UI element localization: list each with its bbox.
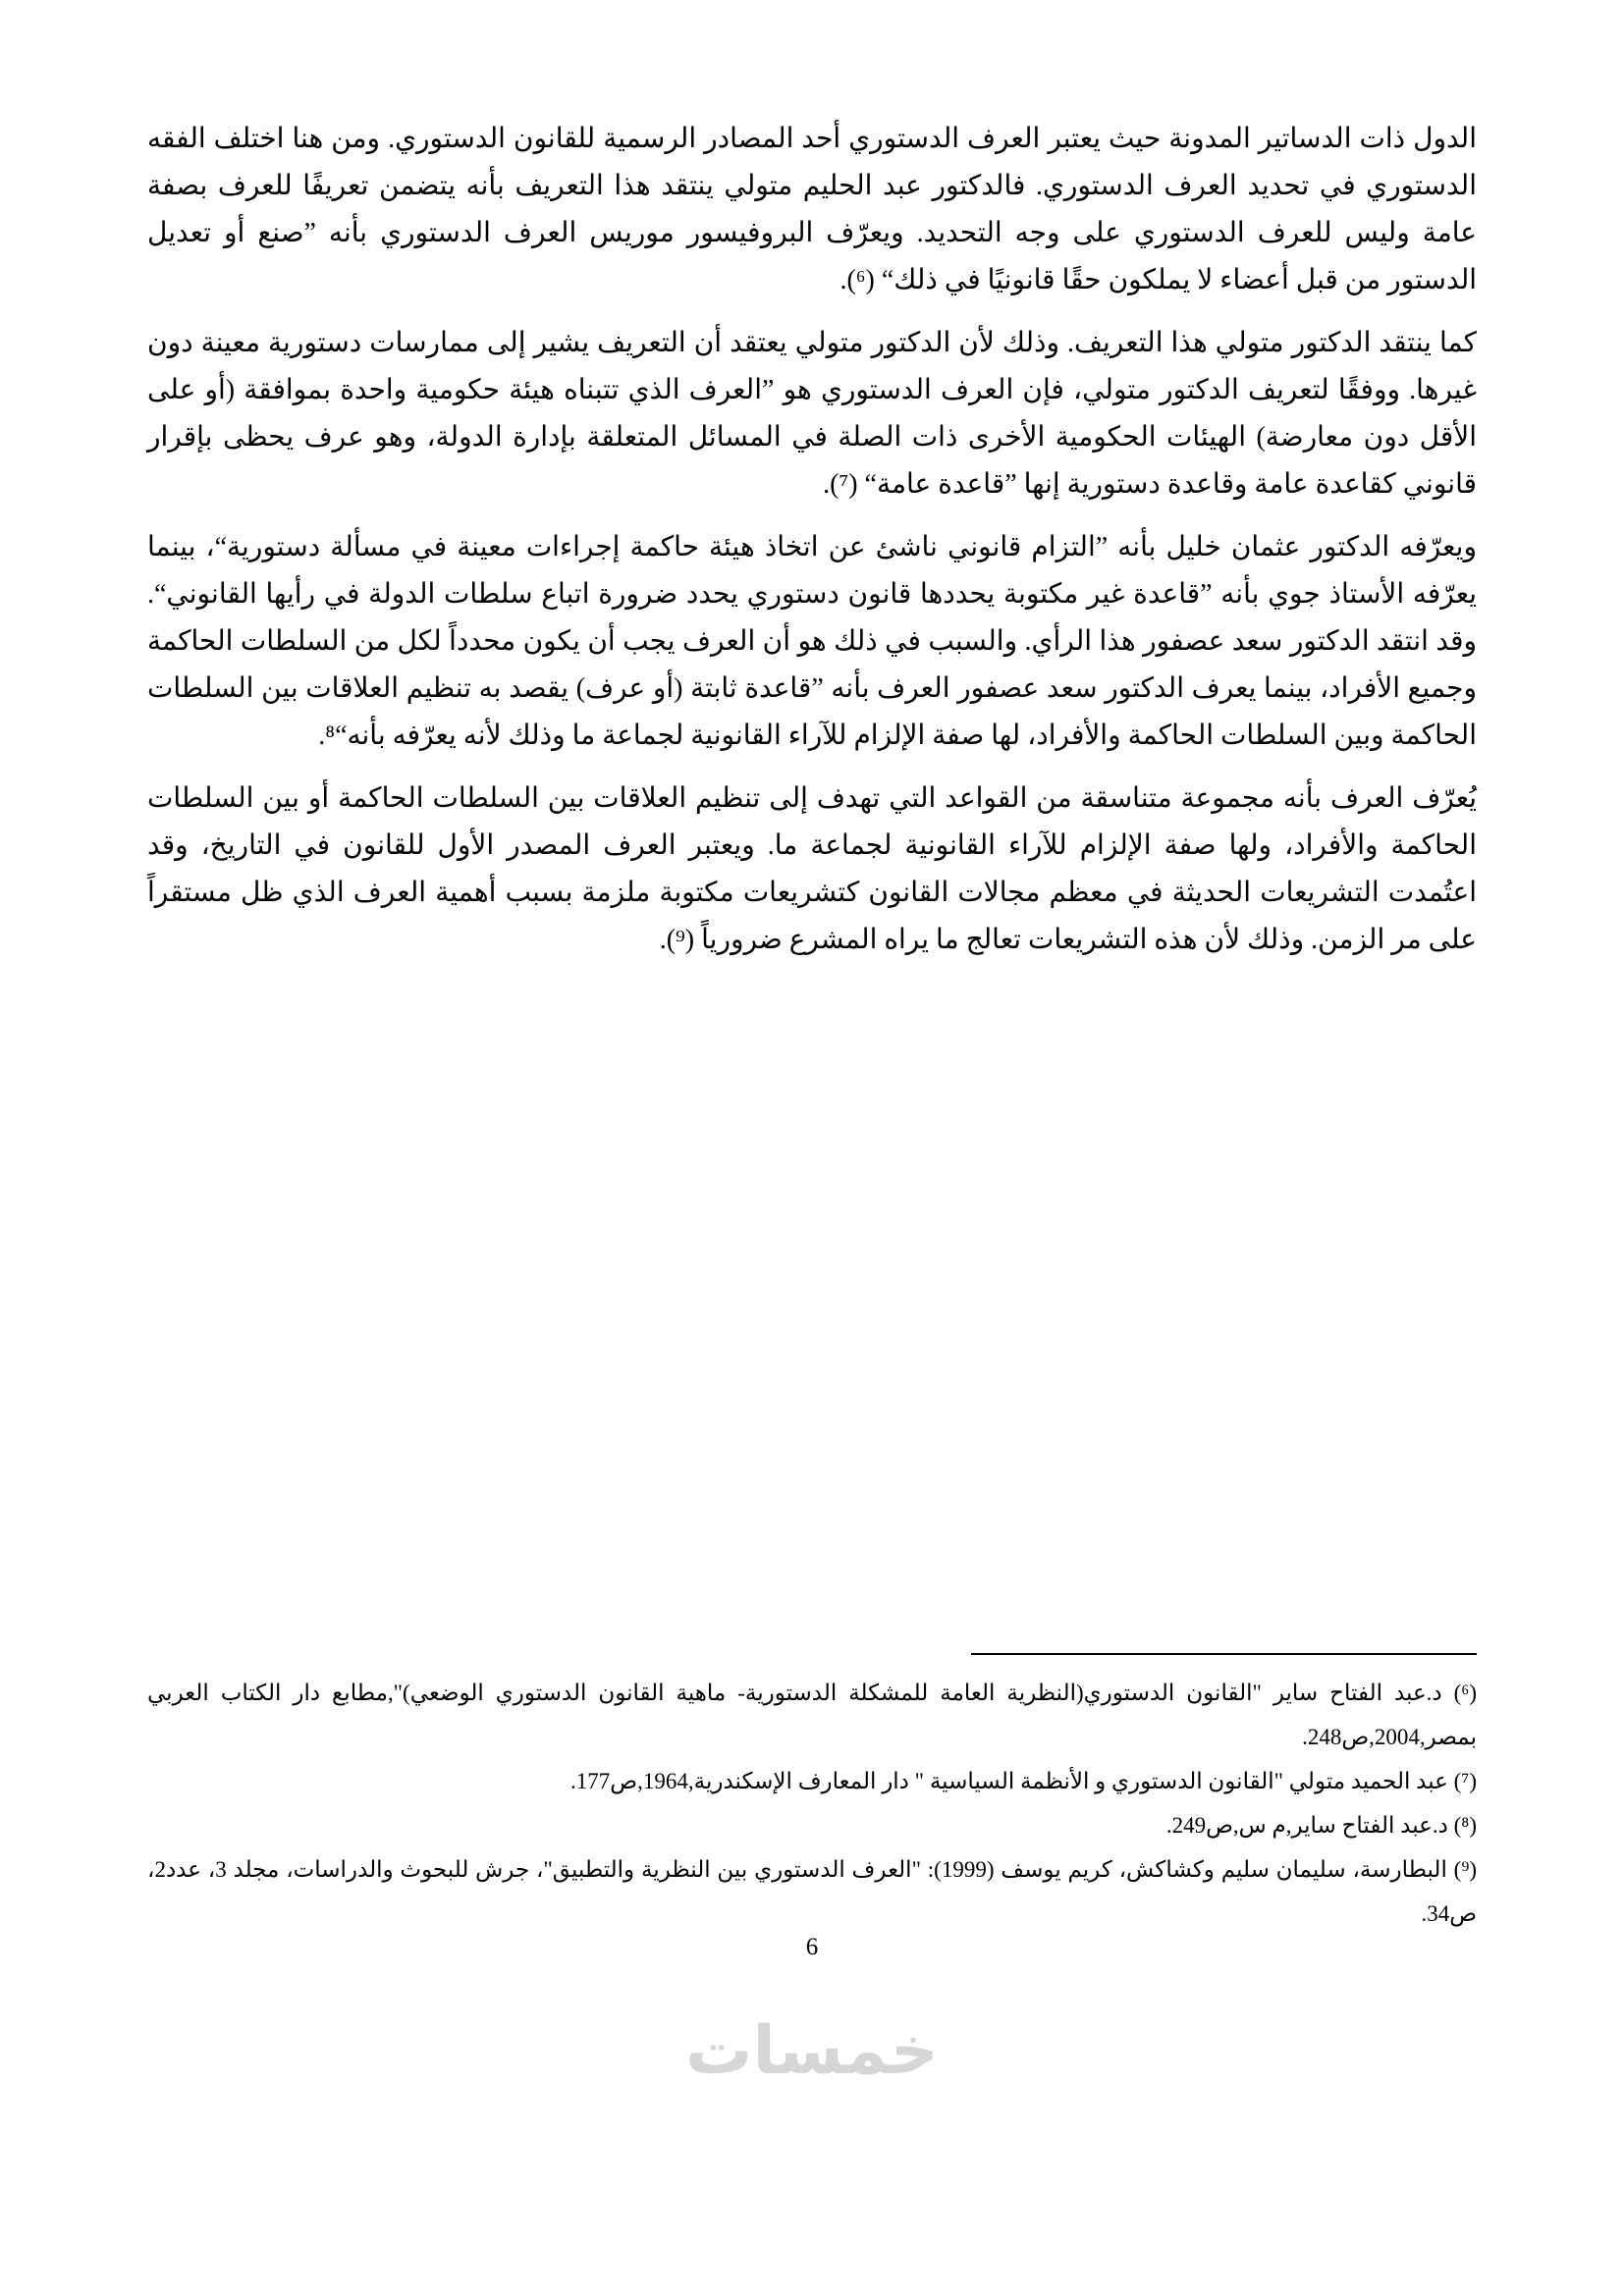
body-paragraph-1: الدول ذات الدساتير المدونة حيث يعتبر العرف الدستوري أحد المصادر الرسمية للقانون الدستوري. ومن هنا اختلف الفقه الدستوري في تحديد العرف الدستوري. فالدكتور عبد الحليم متولي ينتقد هذا التعريف بأنه يتضمن تعريفًا للعرف بصفة عامة وليس للعرف الدستوري على وجه التحديد. ويعرّف البروفيسور موريس العرف الدستوري بأنه ”صنع أو تعديل الدستور من قبل أعضاء لا يملكون حقًا قانونيًا في ذلك“ (⁶). xyxy=(147,124,1477,295)
footnote-9: (⁹) البطارسة، سليمان سليم وكشاكش، كريم يوسف (1999): "العرف الدستوري بين النظرية والتطبيق"، جرش للبحوث والدراسات، مجلد 3، عدد2، ص34. xyxy=(147,1857,1478,1926)
footnote-8: (⁸) د.عبد الفتاح ساير,م س,ص249. xyxy=(1165,1813,1477,1838)
body-paragraph-4: يُعرّف العرف بأنه مجموعة متناسقة من القواعد التي تهدف إلى تنظيم العلاقات بين السلطات الحاكمة أو بين السلطات الحاكمة والأفراد، ولها صفة الإلزام للآراء القانونية لجماعة ما. ويعتبر العرف المصدر الأول للقانون في التاريخ، وقد اعتُمدت التشريعات الحديثة في معظم مجالات القانون كتشريعات مكتوبة ملزمة بسبب أهمية العرف الذي ظل مستقراً على مر الزمن. وذلك لأن هذه التشريعات تعالج ما يراه المشرع ضرورياً (⁹). xyxy=(147,783,1477,955)
body-paragraph-2: كما ينتقد الدكتور متولي هذا التعريف. وذلك لأن الدكتور متولي يعتقد أن التعريف يشير إلى ممارسات دستورية معينة دون غيرها. ووفقًا لتعريف الدكتور متولي، فإن العرف الدستوري هو ”العرف الذي تتبناه هيئة حكومية واحدة بموافقة (أو على الأقل دون معارضة) الهيئات الحكومية الأخرى ذات الصلة في المسائل المتعلقة بإدارة الدولة، وهو عرف يحظى بإقرار قانوني كقاعدة عامة وقاعدة دستورية إنها ”قاعدة عامة“ (⁷). xyxy=(147,328,1477,500)
footnote-7: (⁷) عبد الحميد متولي "القانون الدستوري و الأنظمة السياسية " دار المعارف الإسكندرية,1964,ص177. xyxy=(570,1769,1477,1793)
body-paragraph-3: ويعرّفه الدكتور عثمان خليل بأنه ”التزام قانوني ناشئ عن اتخاذ هيئة حاكمة إجراءات معينة في مسألة دستورية“، بينما يعرّفه الأستاذ جوي بأنه ”قاعدة غير مكتوبة يحددها قانون دستوري يحدد ضرورة اتباع سلطات الدولة في رأيها القانوني“. وقد انتقد الدكتور سعد عصفور هذا الرأي. والسبب في ذلك هو أن العرف يجب أن يكون محدداً لكل من السلطات الحاكمة وجميع الأفراد، بينما يعرف الدكتور سعد عصفور العرف بأنه ”قاعدة ثابتة (أو عرف) يقصد به تنظيم العلاقات بين السلطات الحاكمة وبين السلطات الحاكمة والأفراد، لها صفة الإلزام للآراء القانونية لجماعة ما وذلك لأنه يعرّفه بأنه“⁸. xyxy=(147,532,1478,751)
footnote-area xyxy=(147,1653,1477,1936)
khamsat-watermark: خمسات xyxy=(685,2012,939,2090)
footnote-separator xyxy=(971,1653,1477,1655)
footnote-6: (⁶) د.عبد الفتاح ساير "القانون الدستوري(النظرية العامة للمشكلة الدستورية- ماهية القانون الدستوري الوضعي)",مطابع دار الكتاب العربي بمصر,2004,ص248. xyxy=(147,1681,1477,1749)
page-number: 6 xyxy=(805,1934,819,1960)
document-body xyxy=(147,116,1477,980)
